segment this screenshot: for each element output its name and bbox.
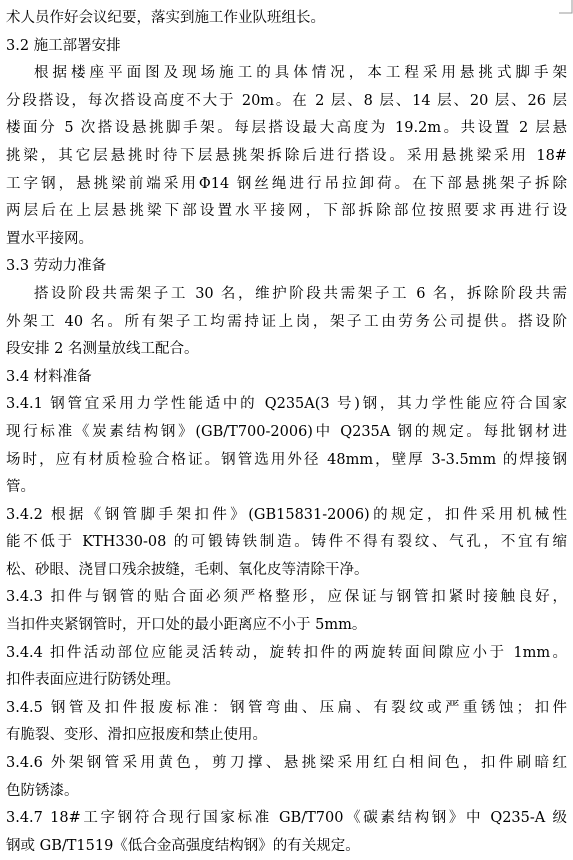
text-line: 搭设阶段共需架子工 30 名，维护阶段共需架子工 6 名，拆除阶段共需 xyxy=(34,285,567,302)
text-line: 根据楼座平面图及现场施工的具体情况，本工程采用悬挑式脚手架 xyxy=(34,65,567,82)
text-line: 工字钢，悬挑梁前端采用Φ14 钢丝绳进行吊拉卸荷。在下部悬挑架子拆除 xyxy=(6,175,567,192)
text-line: 挑梁，其它层悬挑时待下层悬挑架拆除后进行搭设。采用悬挑梁采用 18# xyxy=(6,147,567,164)
text-line: 能不低于 KTH330-08 的可锻铸铁制造。铸件不得有裂纹、气孔，不宜有缩 xyxy=(6,534,567,551)
text-line: 3.4.2 根据《钢管脚手架扣件》(GB15831-2006)的规定，扣件采用机械性 xyxy=(6,506,567,523)
text-line: 管。 xyxy=(6,479,35,496)
document-body xyxy=(6,5,567,860)
text-line: 段安排 2 名测量放线工配合。 xyxy=(6,341,199,358)
text-line: 现行标准《炭素结构钢》(GB/T700-2006)中 Q235A 钢的规定。每批钢材进 xyxy=(6,423,567,440)
text-line: 置水平接网。 xyxy=(6,230,93,247)
text-line: 钢或 GB/T1519《低合金高强度结构钢》的有关规定。 xyxy=(6,837,360,854)
text-line: 3.4.4 扣件活动部位应能灵活转动，旋转扣件的两旋转面间隙应小于 1mm。 xyxy=(6,644,567,661)
text-line: 当扣件夹紧钢管时，开口处的最小距离应不小于 5mm。 xyxy=(6,617,367,634)
text-line: 场时，应有材质检验合格证。钢管选用外径 48mm，壁厚 3-3.5mm 的焊接钢 xyxy=(6,451,567,468)
text-line: 松、砂眼、浇冒口残余披缝，毛刺、氧化皮等清除干净。 xyxy=(6,561,369,578)
text-line: 扣件表面应进行防锈处理。 xyxy=(6,672,180,689)
text-line: 术人员作好会议纪要，落实到施工作业队班组长。 xyxy=(6,10,325,26)
text-line: 3.4.6 外架钢管采用黄色，剪刀撑、悬挑梁采用红白相间色，扣件刷暗红 xyxy=(6,755,567,772)
text-line: 色防锈漆。 xyxy=(6,782,79,799)
text-line: 外架工 40 名。所有架子工均需持证上岗，架子工由劳务公司提供。搭设阶 xyxy=(6,313,567,330)
section-heading: 3.2 施工部署安排 xyxy=(6,37,121,54)
section-heading: 3.3 劳动力准备 xyxy=(6,258,107,275)
text-line: 两层后在上层悬挑梁下部设置水平接网，下部拆除部位按照要求再进行设 xyxy=(6,203,567,220)
text-line: 3.4.3 扣件与钢管的贴合面必须严格整形，应保证与钢管扣紧时接触良好， xyxy=(6,589,567,606)
text-line: 分段搭设，每次搭设高度不大于 20m。在 2 层、8 层、14 层、20 层、26 层 xyxy=(6,92,567,109)
text-line: 3.4.1 钢管宜采用力学性能适中的 Q235A(3 号)钢，其力学性能应符合国家 xyxy=(6,396,567,413)
text-line: 楼面分 5 次搭设悬挑脚手架。每层搭设最大高度为 19.2m。共设置 2 层悬 xyxy=(6,120,567,137)
text-line: 3.4.5 钢管及扣件报废标准：钢管弯曲、压扁、有裂纹或严重锈蚀；扣件 xyxy=(6,699,567,716)
text-line: 3.4.7 18#工字钢符合现行国家标准 GB/T700《碳素结构钢》中 Q235-A 级 xyxy=(6,810,567,827)
section-heading: 3.4 材料准备 xyxy=(6,368,92,385)
text-line: 有脆裂、变形、滑扣应报废和禁止使用。 xyxy=(6,727,267,744)
document-page xyxy=(6,5,567,860)
